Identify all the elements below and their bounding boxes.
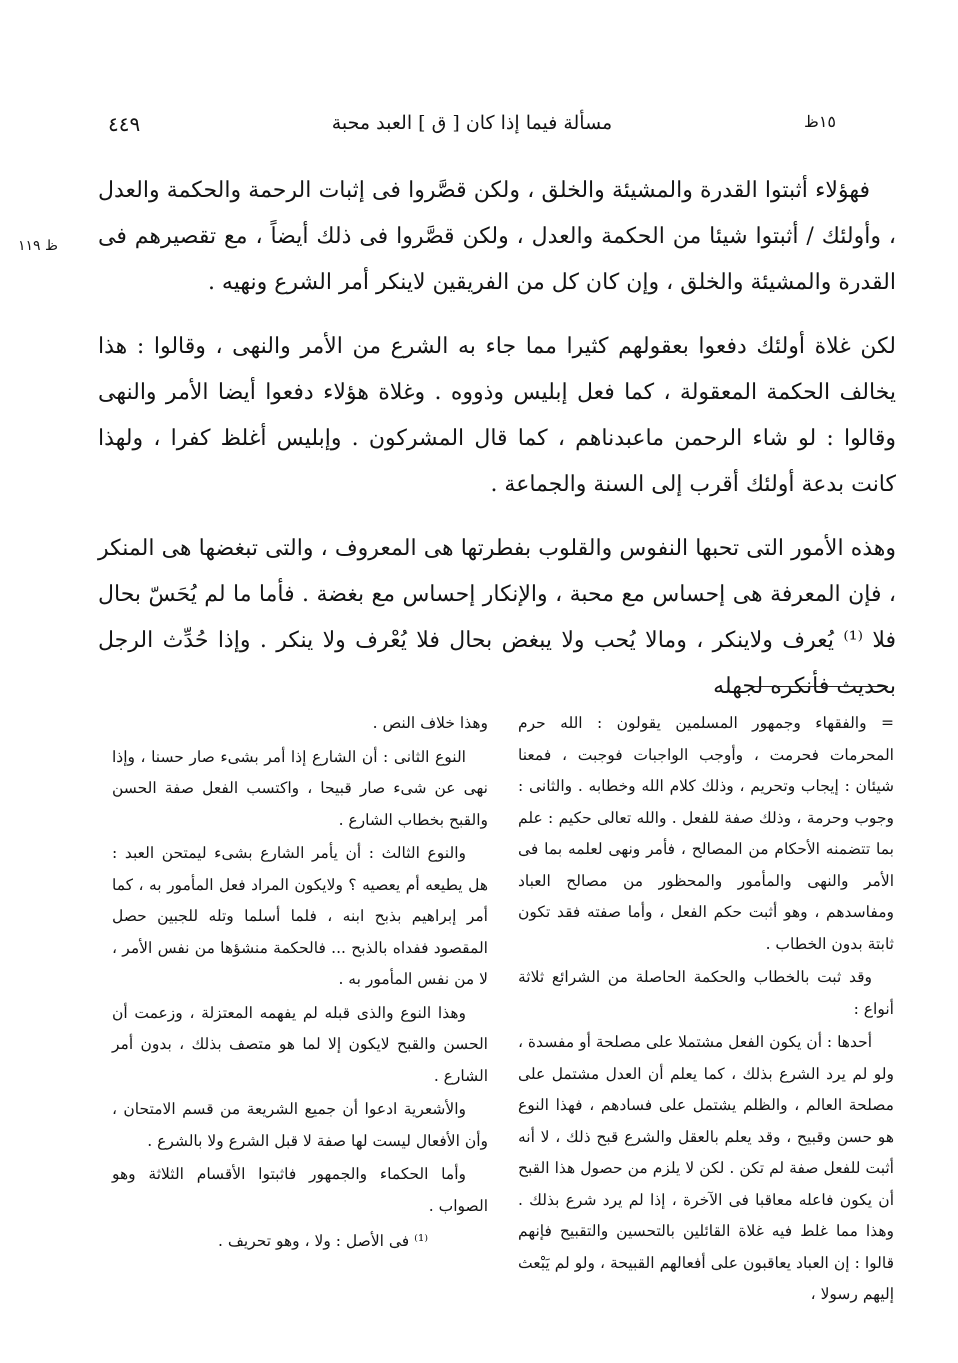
footnote-paragraph: = والفقهاء وجمهور المسلمين يقولون : الله حرم المحرمات فحرمت ، وأوجب الواجبات فوجبت ، فمعنا شيئان : إيجاب وتحريم ، وذلك كلام الله وخطابه . والثانى : وجوب وحرمة ، وذلك صفة للفعل . والله تعالى حكيم : علم بما تتضمنه الأحكام من المصالح ، فأمر ونهى لعلمه بما فى الأمر والنهى والمأمور والمحظور من مصالح العباد ومفاسدهم ، وهو أثبت حكم الفعل ، وأما صفته فقد تكون ثابتة بدون الخطاب . <box>518 714 894 953</box>
running-title: مسألة فيما إذا كان [ ق ] العبد محبة <box>331 112 613 134</box>
footnote-separator <box>754 686 888 687</box>
footnote-paragraph: وهذا النوع والذى قبله لم يفهمه المعتزلة ، وزعمت أن الحسن والقبح لايكون إلا لما هو متصف بذلك ، بدون أمر الشارع . <box>112 1003 488 1085</box>
footnote-paragraph: النوع الثانى : أن الشارع إذا أمر بشىء صار حسنا ، وإذا نهى عن شىء صار قبيحا ، واكتسب الفعل صفة الحسن والقبح بخطاب الشارع . <box>112 747 488 829</box>
margin-manuscript-note: ظ ١١٩ <box>18 238 58 254</box>
footnote-paragraph: وقد ثبت بالخطاب والحكمة الحاصلة من الشرائع ثلاثة أنواع : <box>518 968 894 1018</box>
folio-number: ١٥ظ <box>804 112 836 131</box>
footnote-paragraph: وهذا خلاف النص . <box>372 714 488 732</box>
footnote-1: ⁽¹⁾ فى الأصل : ولا ، وهو تحريف . <box>217 1232 428 1250</box>
main-paragraph: وهذه الأمور التى تحبها النفوس والقلوب بفطرتها هى المعروف ، والتى تبغضها هى المنكر ، فإن المعرفة هى إحساس مع محبة ، والإنكار إحساس مع بغضة . فأما ما لم يُحَسّ بحال فلا ⁽¹⁾ يُعرف ولاينكر ، ومالا يُحب ولا يبغض بحال فلا يُعْرف ولا ينكر . وإذا حُدِّث الرجل بحديث فأنكره لجهله <box>98 536 896 699</box>
main-paragraph: لكن غلاة أولئك دفعوا بعقولهم كثيرا مما جاء به الشرع من الأمر والنهى ، وقالوا : هذا يخالف الحكمة المعقولة ، كما فعل إبليس وذووه . وغلاة هؤلاء دفعوا أيضا الأمر والنهى وقالوا : لو شاء الرحمن ماعبدناهم ، كما قال المشركون . وإبليس أغلظ كفرا ، ولهذا كانت بدعة أولئك أقرب إلى السنة والجماعة . <box>98 334 896 497</box>
page-number: ٤٤٩ <box>108 112 141 136</box>
footnote-paragraph: وأما الحكماء والجمهور فاثبتوا الأقسام الثلاثة وهو الصواب . <box>112 1165 488 1215</box>
main-paragraph: فهؤلاء أثبتوا القدرة والمشيئة والخلق ، ولكن قصَّروا فى إثبات الرحمة والحكمة والعدل ، وأولئك / أثبتوا شيئا من الحكمة والعدل ، ولكن قصَّروا فى ذلك أيضاً ، مع تقصيرهم فى القدرة والمشيئة والخلق ، وإن كان كل من الفريقين لاينكر أمر الشرع ونهيه . <box>98 178 896 295</box>
main-text-body <box>98 168 896 728</box>
page-header <box>108 112 836 142</box>
footnotes-left-column <box>112 708 488 1260</box>
footnote-paragraph: أحدها : أن يكون الفعل مشتملا على مصلحة أو مفسدة ، ولو لم يرد الشرع بذلك ، كما يعلم أن العدل مشتمل على مصلحة العالم ، والظلم يشتمل على فسادهم ، فهذا النوع هو حسن وقبيح ، وقد يعلم بالعقل والشرع قبح ذلك ، لا أنه أثبت للفعل صفة لم تكن . لكن لا يلزم من حصول هذا القبح أن يكون فاعله معاقبا فى الآخرة ، إذا لم يرد شرع بذلك . وهذا مما غلط فيه غلاة القائلين بالتحسين والتقبيح فإنهم قالوا : إن العباد يعاقبون على أفعالهم القبيحة ، ولو لم يَبْعث إليهم رسولا ، <box>518 1033 894 1303</box>
footnote-paragraph: والنوع الثالث : أن يأمر الشارع بشىء ليمتحن العبد : هل يطيعه أم يعصيه ؟ ولايكون المراد فعل المأمور به ، كما أمر إبراهيم بذبح ابنه ، فلما أسلما وتله للجبين حصل المقصود ففداه بالذبح ... فالحكمة منشؤها من نفس الأمر ، لا من نفس المأمور به . <box>112 844 488 988</box>
footnotes-right-column <box>518 708 894 1313</box>
footnote-paragraph: والأشعرية ادعوا أن جميع الشريعة من قسم الامتحان ، وأن الأفعال ليست لها صفة لا قبل الشرع ولا بالشرع . <box>112 1100 488 1150</box>
